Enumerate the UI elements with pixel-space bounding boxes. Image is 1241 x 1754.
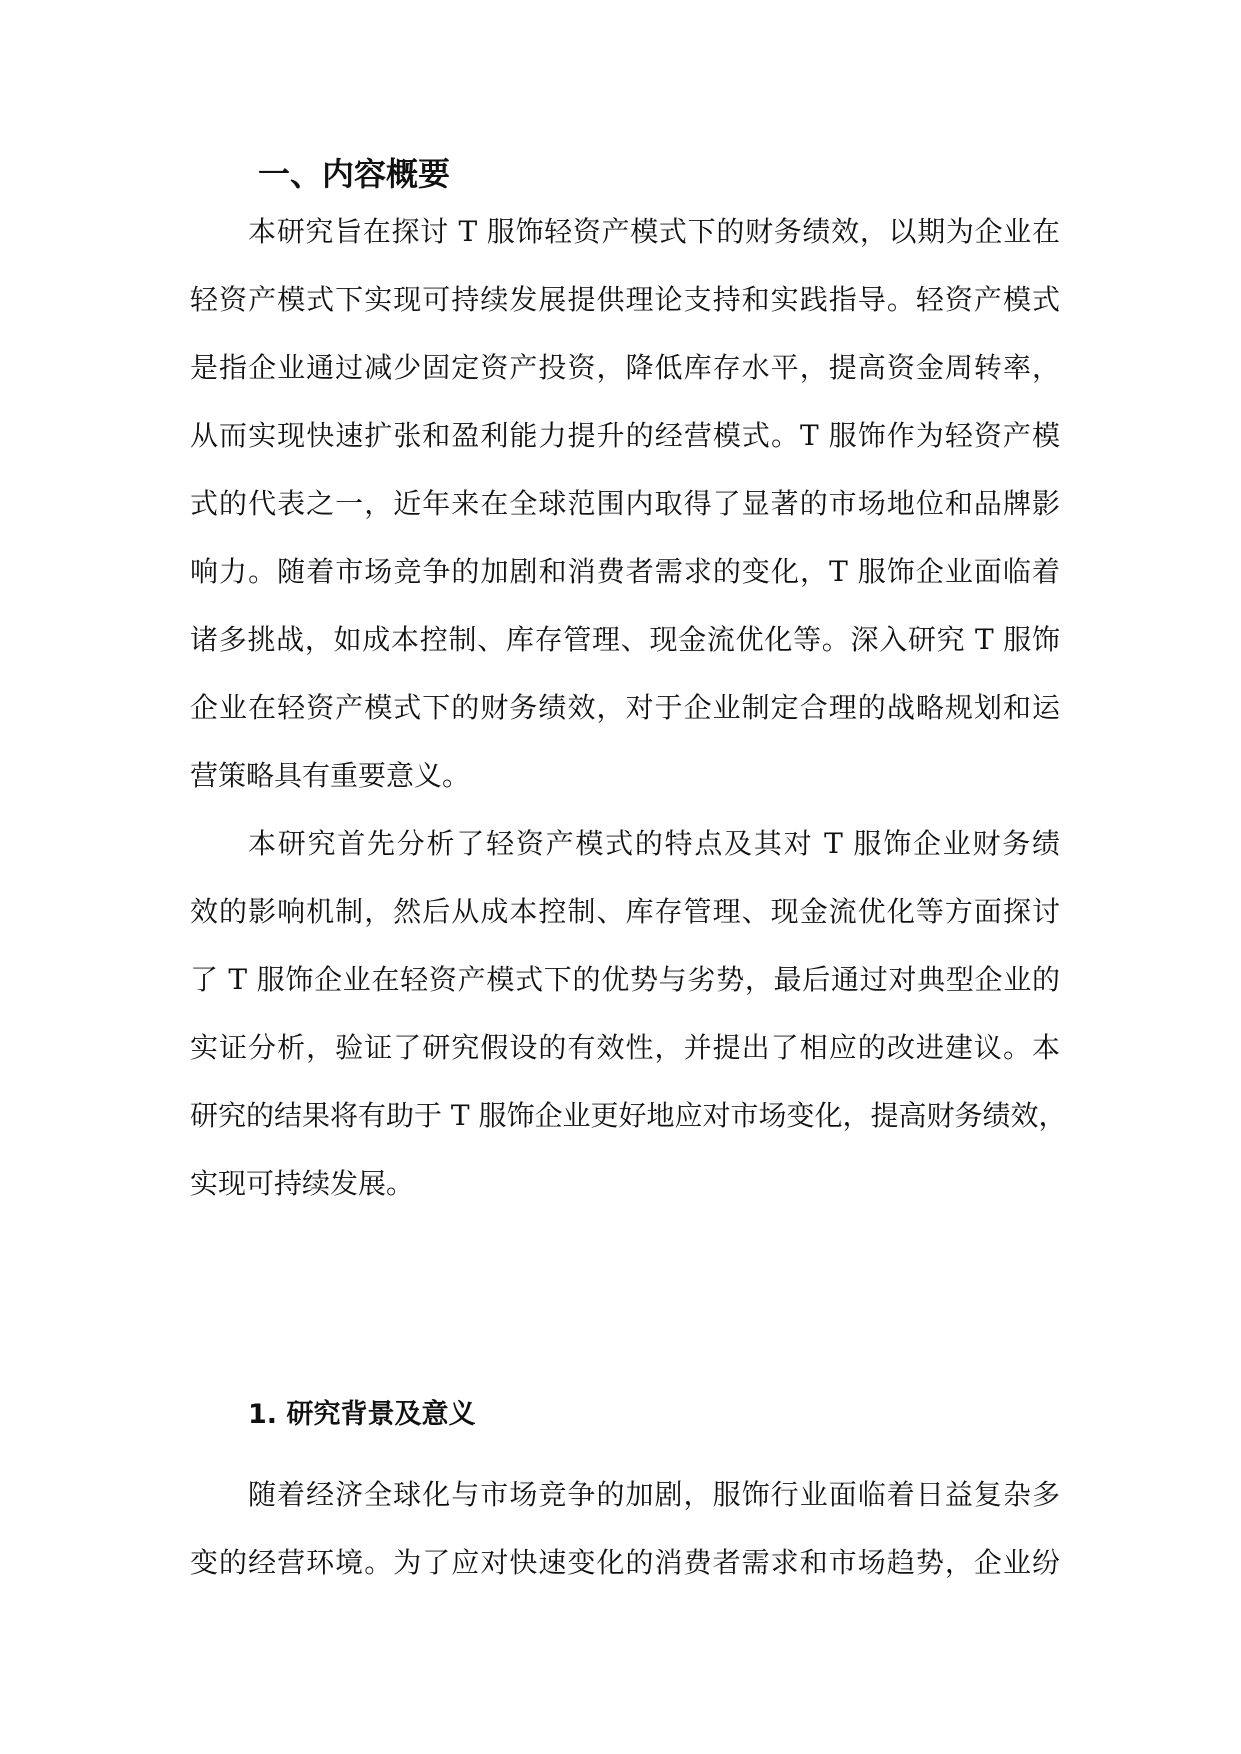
paragraph-line: 响力。随着市场竞争的加剧和消费者需求的变化，T 服饰企业面临着 — [190, 555, 1060, 588]
paragraph-line: 轻资产模式下实现可持续发展提供理论支持和实践指导。轻资产模式 — [190, 283, 1060, 316]
paragraph-line: 变的经营环境。为了应对快速变化的消费者需求和市场趋势，企业纷 — [190, 1546, 1060, 1579]
paragraph-line: 实证分析，验证了研究假设的有效性，并提出了相应的改进建议。本 — [190, 1031, 1060, 1064]
paragraph-line: 本研究旨在探讨 T 服饰轻资产模式下的财务绩效，以期为企业在 — [248, 215, 1060, 248]
paragraph-line: 本研究首先分析了轻资产模式的特点及其对 T 服饰企业财务绩 — [248, 827, 1060, 860]
section-heading: 一、内容概要 — [258, 155, 451, 193]
subsection-heading: 1. 研究背景及意义 — [248, 1399, 476, 1430]
paragraph-line: 诸多挑战，如成本控制、库存管理、现金流优化等。深入研究 T 服饰 — [190, 623, 1060, 656]
paragraph-line: 营策略具有重要意义。 — [190, 759, 471, 792]
paragraph-line: 实现可持续发展。 — [190, 1167, 415, 1200]
paragraph-line: 随着经济全球化与市场竞争的加剧，服饰行业面临着日益复杂多 — [248, 1478, 1060, 1511]
paragraph-line: 从而实现快速扩张和盈利能力提升的经营模式。T 服饰作为轻资产模 — [190, 419, 1060, 452]
paragraph-line: 是指企业通过减少固定资产投资，降低库存水平，提高资金周转率， — [190, 351, 1060, 384]
paragraph-line: 企业在轻资产模式下的财务绩效，对于企业制定合理的战略规划和运 — [190, 691, 1060, 724]
paragraph-line: 研究的结果将有助于 T 服饰企业更好地应对市场变化，提高财务绩效， — [190, 1099, 1067, 1132]
paragraph-line: 了 T 服饰企业在轻资产模式下的优势与劣势，最后通过对典型企业的 — [190, 963, 1060, 996]
paragraph-line: 式的代表之一，近年来在全球范围内取得了显著的市场地位和品牌影 — [190, 487, 1060, 520]
paragraph-line: 效的影响机制，然后从成本控制、库存管理、现金流优化等方面探讨 — [190, 895, 1060, 928]
